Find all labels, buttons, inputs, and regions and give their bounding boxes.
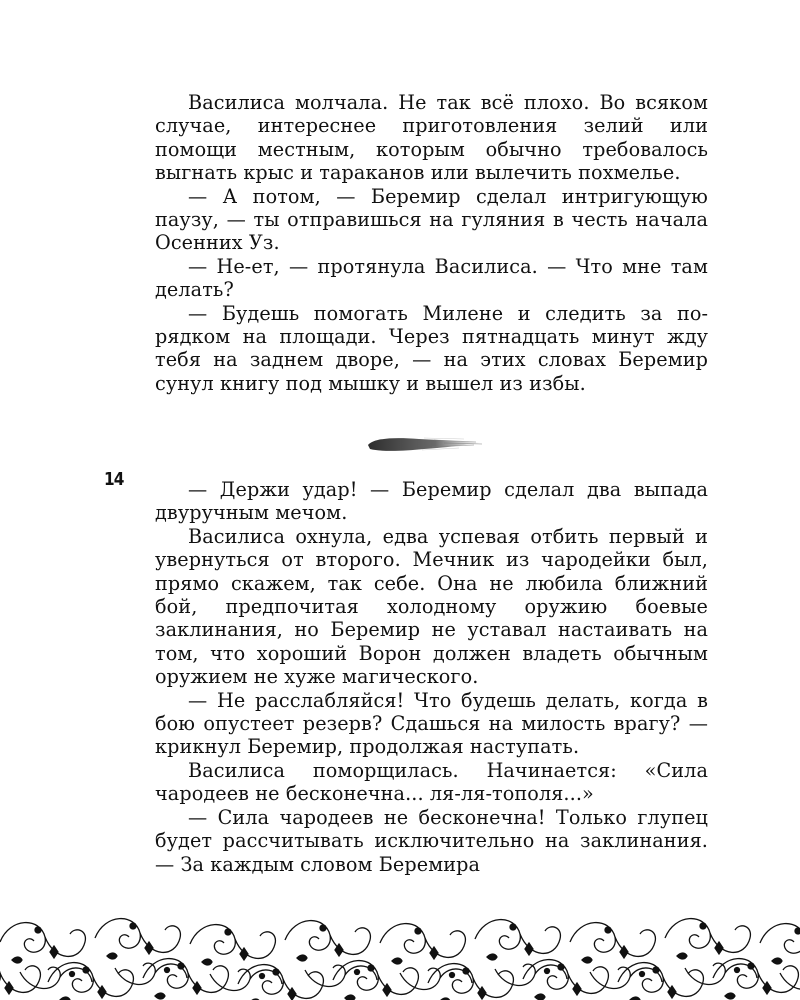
text-section-top bbox=[155, 91, 708, 395]
paragraph: — А потом, — Беремир сделал интригующую паузу, — ты отправишься на гуляния в честь начала Осенних Уз. bbox=[155, 184, 708, 255]
paragraph: Василиса молчала. Не так всё плохо. Во всяком случае, интереснее приготовления зелий или помощи местным, которым обычно требовалось выгнать крыс и тараканов или вылечить похмелье. bbox=[155, 91, 708, 185]
paragraph: Василиса поморщилась. Начинается: «Сила чародеев не бесконечна... ля-ля-тополя...» bbox=[155, 758, 708, 806]
paragraph: Василиса охнула, едва успевая отбить первый и увернуться от второго. Мечник из чародейки был, прямо скажем, так себе. Она не любила ближний бой, предпочитая холодному оружию боевые заклинания, но Беремир не уставал настаивать на том, что хороший Ворон должен владеть обычным оружием не хуже магического. bbox=[155, 524, 708, 689]
page-number: 14 bbox=[104, 469, 124, 490]
paragraph: — Сила чародеев не бесконечна! Только глупец будет рассчитывать исключительно на заклинания. — За каждым словом Беремира bbox=[155, 805, 708, 876]
floral-filigree-border-icon bbox=[0, 908, 800, 1000]
text-section-bottom bbox=[155, 478, 708, 876]
paragraph: — Будешь помогать Милене и следить за порядком на площади. Через пятнадцать минут жду тебя на заднем дворе, — на этих словах Беремир сунул книгу под мышку и вышел из избы. bbox=[155, 301, 708, 395]
brush-stroke-divider-icon bbox=[364, 430, 484, 458]
paragraph: — Не-ет, — протянула Василиса. — Что мне там делать? bbox=[155, 254, 708, 302]
paragraph: — Держи удар! — Беремир сделал два выпада двуручным мечом. bbox=[155, 478, 708, 525]
paragraph: — Не расслабляйся! Что будешь делать, когда в бою опустеет резерв? Сдашься на милость врагу? — крикнул Беремир, продолжая наступать. bbox=[155, 688, 708, 759]
